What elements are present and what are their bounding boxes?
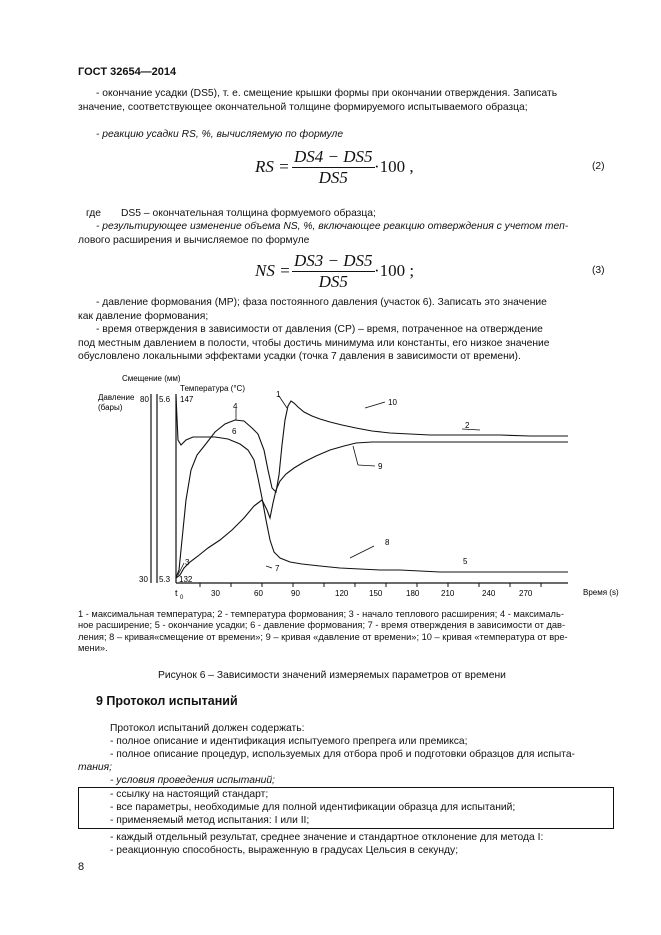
page-number: 8 xyxy=(78,861,85,873)
protocol-item: - полное описание и идентификация испытуемого препрега или премикса; xyxy=(110,736,468,747)
curve-displacement xyxy=(176,396,568,572)
displacement-top-value: 5.6 xyxy=(159,395,171,404)
protocol-boxed-item: - применяемый метод испытания: I или II; xyxy=(110,815,310,826)
curve-label: 7 xyxy=(275,564,280,573)
standard-header: ГОСТ 32654—2014 xyxy=(78,66,177,78)
x-tick-label: 270 xyxy=(519,589,533,598)
curve-label: 9 xyxy=(378,462,383,471)
formula-2-denominator: DS5 xyxy=(318,168,348,187)
x-tick-label: 120 xyxy=(335,589,349,598)
legend-line: ления; 8 – кривая«смещение от времени»; 9 – кривая «давление от времени»; 10 – кривая «температура от вре- xyxy=(78,631,568,642)
formula-2-numerator: DS4 − DS5 xyxy=(294,147,373,166)
paragraph-line: - давление формования (MP); фаза постоянного давления (участок 6). Записать это значение xyxy=(96,297,547,308)
x-tick-label: 150 xyxy=(369,589,383,598)
paragraph-line: лового расширения и вычисляемое по формуле xyxy=(78,235,310,246)
curve-label: 2 xyxy=(465,421,470,430)
axis-title-temperature: Температура (°С) xyxy=(180,384,245,393)
curve-pressure xyxy=(176,442,568,578)
curve-label: 5 xyxy=(463,557,468,566)
legend-line: 1 - максимальная температура; 2 - температура формования; 3 - начало теплового расширения; 4 - максималь- xyxy=(78,609,564,619)
paragraph-line: - окончание усадки (DS5), т. е. смещение крышки формы при окончании отверждения. Записать xyxy=(96,88,558,99)
x-tick-label: 240 xyxy=(482,589,496,598)
section-heading: 9 Протокол испытаний xyxy=(96,694,238,708)
pressure-top-value: 80 xyxy=(140,395,149,404)
paragraph-line: под местным давлением в полости, чтобы достичь минимума или константы, его низкое значение xyxy=(78,338,550,349)
formula-3-lhs: NS = xyxy=(255,261,291,280)
paragraph-line: значение, соответствующее окончательной толщине формируемого испытываемого образца; xyxy=(78,102,528,113)
curve-label: 10 xyxy=(388,398,397,407)
formula-3-tail: ·100 ; xyxy=(374,261,415,280)
curve-label: 1 xyxy=(276,390,281,399)
curve-label: 3 xyxy=(185,558,190,567)
formula-2-lhs: RS = xyxy=(255,157,290,176)
protocol-item: тания; xyxy=(78,762,112,773)
figure-caption: Рисунок 6 – Зависимости значений измеряемых параметров от времени xyxy=(158,670,506,681)
curve-label: 6 xyxy=(232,427,237,436)
temperature-bottom-value: 132 xyxy=(179,575,193,584)
axis-title-time: Время (s) xyxy=(583,588,619,597)
pressure-bottom-value: 30 xyxy=(139,575,148,584)
curve-leader-lines xyxy=(178,396,480,575)
t0-label: t xyxy=(175,588,178,598)
paragraph-line: - время отверждения в зависимости от давления (CP) – время, потраченное на отверждение xyxy=(96,324,543,335)
protocol-item: - полное описание процедур, используемых для отбора проб и подготовки образцов для испыта- xyxy=(110,749,575,760)
x-tick-label: 210 xyxy=(441,589,455,598)
formula-2-tail: ·100 , xyxy=(374,157,414,176)
displacement-bottom-value: 5.3 xyxy=(159,575,171,584)
figure-legend xyxy=(78,609,568,655)
legend-line: ное расширение; 5 - окончание усадки; 6 - давление формования; 7 - время отверждения в зависимости от дав- xyxy=(78,620,566,631)
protocol-intro: Протокол испытаний должен содержать: xyxy=(110,723,305,734)
formula-3-denominator: DS5 xyxy=(318,272,348,291)
paragraph-line: - реакцию усадки RS, %, вычисляемую по формуле xyxy=(96,129,344,140)
curve-label: 4 xyxy=(233,402,238,411)
paragraph-line: как давление формования; xyxy=(78,311,209,322)
paragraph-line: обусловлено локальными эффектами усадки (точка 7 давления в зависимости от времени). xyxy=(78,351,521,362)
x-tick-label: 30 xyxy=(211,589,220,598)
x-tick-label: 90 xyxy=(291,589,300,598)
protocol-item: - реакционную способность, выраженную в градусах Цельсия в секунду; xyxy=(110,845,459,856)
axis-title-pressure-1: Давление xyxy=(98,393,135,402)
where-text: DS5 – окончательная толщина формуемого образца; xyxy=(121,208,376,219)
curve-label: 8 xyxy=(385,538,390,547)
where-word: где xyxy=(86,208,102,219)
formula-2-number: (2) xyxy=(592,161,605,172)
t0-subscript: 0 xyxy=(180,595,184,601)
axis-title-displacement: Смещение (мм) xyxy=(122,374,181,383)
formula-3-number: (3) xyxy=(592,265,605,276)
protocol-boxed-item: - ссылку на настоящий стандарт; xyxy=(110,789,269,800)
protocol-item: - условия проведения испытаний; xyxy=(110,775,275,786)
paragraph-line: - результирующее изменение объема NS, %, включающее реакцию отверждения с учетом теп- xyxy=(96,221,569,232)
legend-line: мени». xyxy=(78,643,108,654)
temperature-top-value: 147 xyxy=(180,395,194,404)
x-tick-label: 180 xyxy=(406,589,420,598)
formula-3-numerator: DS3 − DS5 xyxy=(294,251,373,270)
protocol-boxed-item: - все параметры, необходимые для полной идентификации образца для испытаний; xyxy=(110,802,516,813)
protocol-item: - каждый отдельный результат, среднее значение и стандартное отклонение для метода I: xyxy=(110,832,544,843)
x-tick-label: 60 xyxy=(254,589,263,598)
axis-title-pressure-2: (бары) xyxy=(98,403,123,412)
